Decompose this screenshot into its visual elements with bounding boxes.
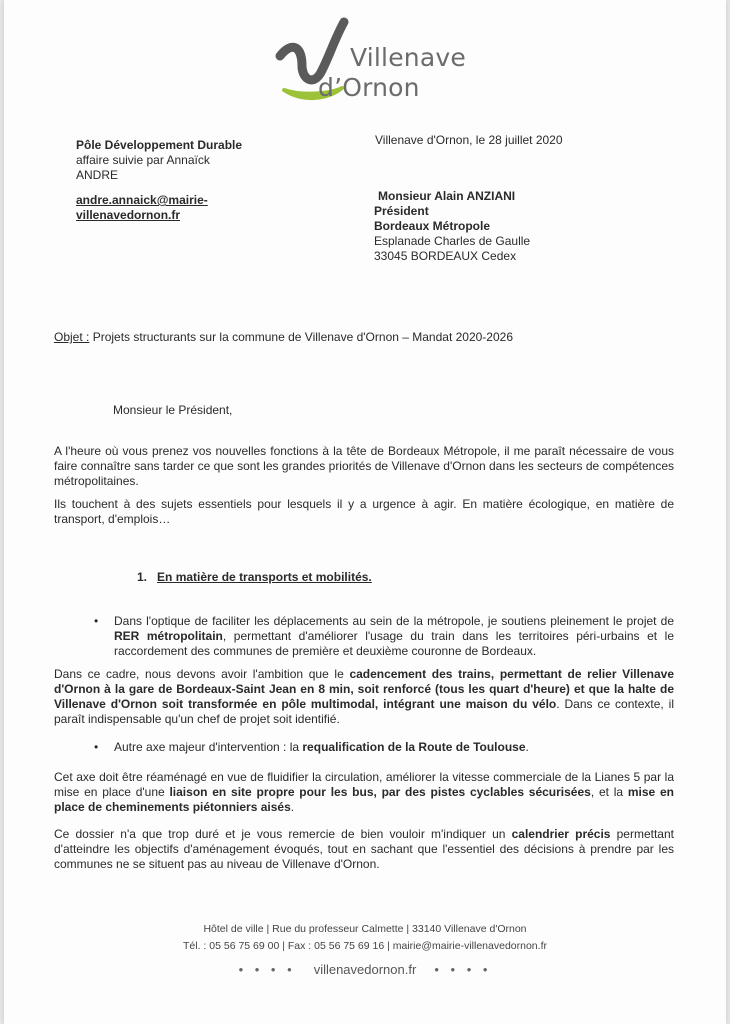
recipient-org: Bordeaux Métropole <box>374 219 491 233</box>
p5-text-b: permettant d'atteindre les objectifs d'aménagement évoqués, tout en sachant que l'essentiel des décisions à prendre par les communes ne se situent pas au niveau de Villenave d'Ornon. <box>54 827 674 871</box>
sender-email-line2: villenavedornon.fr <box>76 208 181 222</box>
recipient-title: Président <box>374 204 429 218</box>
footer-website[interactable]: villenavedornon.fr <box>313 962 417 977</box>
subject-line <box>54 330 513 344</box>
bullet-rer-bold: RER métropolitain <box>114 629 223 643</box>
p3-text-a: Dans ce cadre, nous devons avoir l'ambition que le <box>54 667 350 681</box>
paragraph-1: A l'heure où vous prenez vos nouvelles fonctions à la tête de Bordeaux Métropole, il me paraît nécessaire de vous faire connaître sans tarder ce que sont les grandes priorités de Villenave d'Ornon dans les secteurs de compétences métropolitaines. <box>54 444 674 488</box>
sender-followed-by: affaire suivie par Annaïck <box>76 153 210 167</box>
recipient-name: Monsieur Alain ANZIANI <box>378 189 516 203</box>
footer-dots-right: • • • • <box>434 962 492 977</box>
logo-text-villenave: Villenave <box>350 43 466 72</box>
recipient-city: 33045 BORDEAUX Cedex <box>374 249 517 263</box>
p5-bold: calendrier précis <box>511 827 611 841</box>
bullet-icon: • <box>94 614 99 628</box>
paragraph-3 <box>54 667 674 727</box>
footer-website-line <box>4 962 726 977</box>
paragraph-2: Ils touchent à des sujets essentiels pour lesquels il y a urgence à agir. En matière écologique, en matière de transport, d'emplois… <box>54 497 674 526</box>
bullet-icon: • <box>94 740 99 754</box>
p3-bold: cadencement des trains, permettant de relier Villenave d'Ornon à la gare de Bordeaux-Saint Jean en 8 min, soit renforcé (tous les quart d'heure) et que la halte de Villenave d'Ornon soit transformée en pôle multimodal, intégrant une maison du vélo <box>54 667 675 711</box>
bullet-route-text-b: . <box>525 740 529 754</box>
salutation: Monsieur le Président, <box>113 403 233 417</box>
p4-bold-a: liaison en site propre pour les bus, par des pistes cyclables sécurisées <box>169 785 591 799</box>
section-title: En matière de transports et mobilités. <box>157 570 372 584</box>
subject-text: Projets structurants sur la commune de Villenave d'Ornon – Mandat 2020-2026 <box>89 330 513 344</box>
letter-page <box>4 0 726 1024</box>
sender-email-line1: andre.annaick@mairie- <box>76 193 208 207</box>
p4-text-a: Cet axe doit être réaménagé en vue de fluidifier la circulation, améliorer la vitesse commerciale de la Lianes 5 par la mise en place d'une <box>54 770 674 799</box>
p4-bold-b: mise en place de cheminements piétonniers aisés <box>54 785 674 814</box>
p3-text-b: . Dans ce contexte, il paraît indispensable qu'un chef de projet soit identifié. <box>54 697 675 726</box>
bullet-route-bold: requalification de la Route de Toulouse <box>302 740 526 754</box>
bullet-route-toulouse <box>114 740 674 755</box>
subject-label: Objet : <box>54 330 90 344</box>
p5-text-a: Ce dossier n'a que trop duré et je vous remercie de bien vouloir m'indiquer un <box>54 827 512 841</box>
footer-contact: Tél. : 05 56 75 69 00 | Fax : 05 56 75 69 16 | mairie@mairie-villenavedornon.fr <box>183 940 547 952</box>
section-heading-1 <box>137 570 372 584</box>
sender-email[interactable] <box>76 193 276 223</box>
footer-dots-left: • • • • <box>238 962 296 977</box>
recipient-street: Esplanade Charles de Gaulle <box>374 234 531 248</box>
p4-text-c: . <box>290 800 295 814</box>
bullet-route-text-a: Autre axe majeur d'intervention : la <box>114 740 303 754</box>
date-line: Villenave d'Ornon, le 28 juillet 2020 <box>375 133 563 147</box>
sender-department: Pôle Développement Durable <box>76 138 243 152</box>
section-number: 1. <box>137 570 148 584</box>
bullet-rer-text-b: , permettant d'améliorer l'usage du train dans les territoires péri-urbains et le raccordement des communes de première et deuxième couronne de Bordeaux. <box>114 629 675 658</box>
p4-text-b: , et la <box>590 785 628 799</box>
sender-block <box>76 138 276 223</box>
logo-text-dornon: d’Ornon <box>318 73 420 102</box>
paragraph-5 <box>54 827 674 872</box>
sender-followed-by-name: ANDRE <box>76 168 119 182</box>
bullet-rer <box>114 614 674 659</box>
footer-address: Hôtel de ville | Rue du professeur Calmette | 33140 Villenave d'Ornon <box>203 923 527 935</box>
paragraph-4 <box>54 770 674 815</box>
recipient-block <box>374 189 634 264</box>
villenave-logo <box>272 16 482 108</box>
bullet-rer-text-a: Dans l'optique de faciliter les déplacements au sein de la métropole, je soutiens pleinement le projet de <box>114 614 674 628</box>
